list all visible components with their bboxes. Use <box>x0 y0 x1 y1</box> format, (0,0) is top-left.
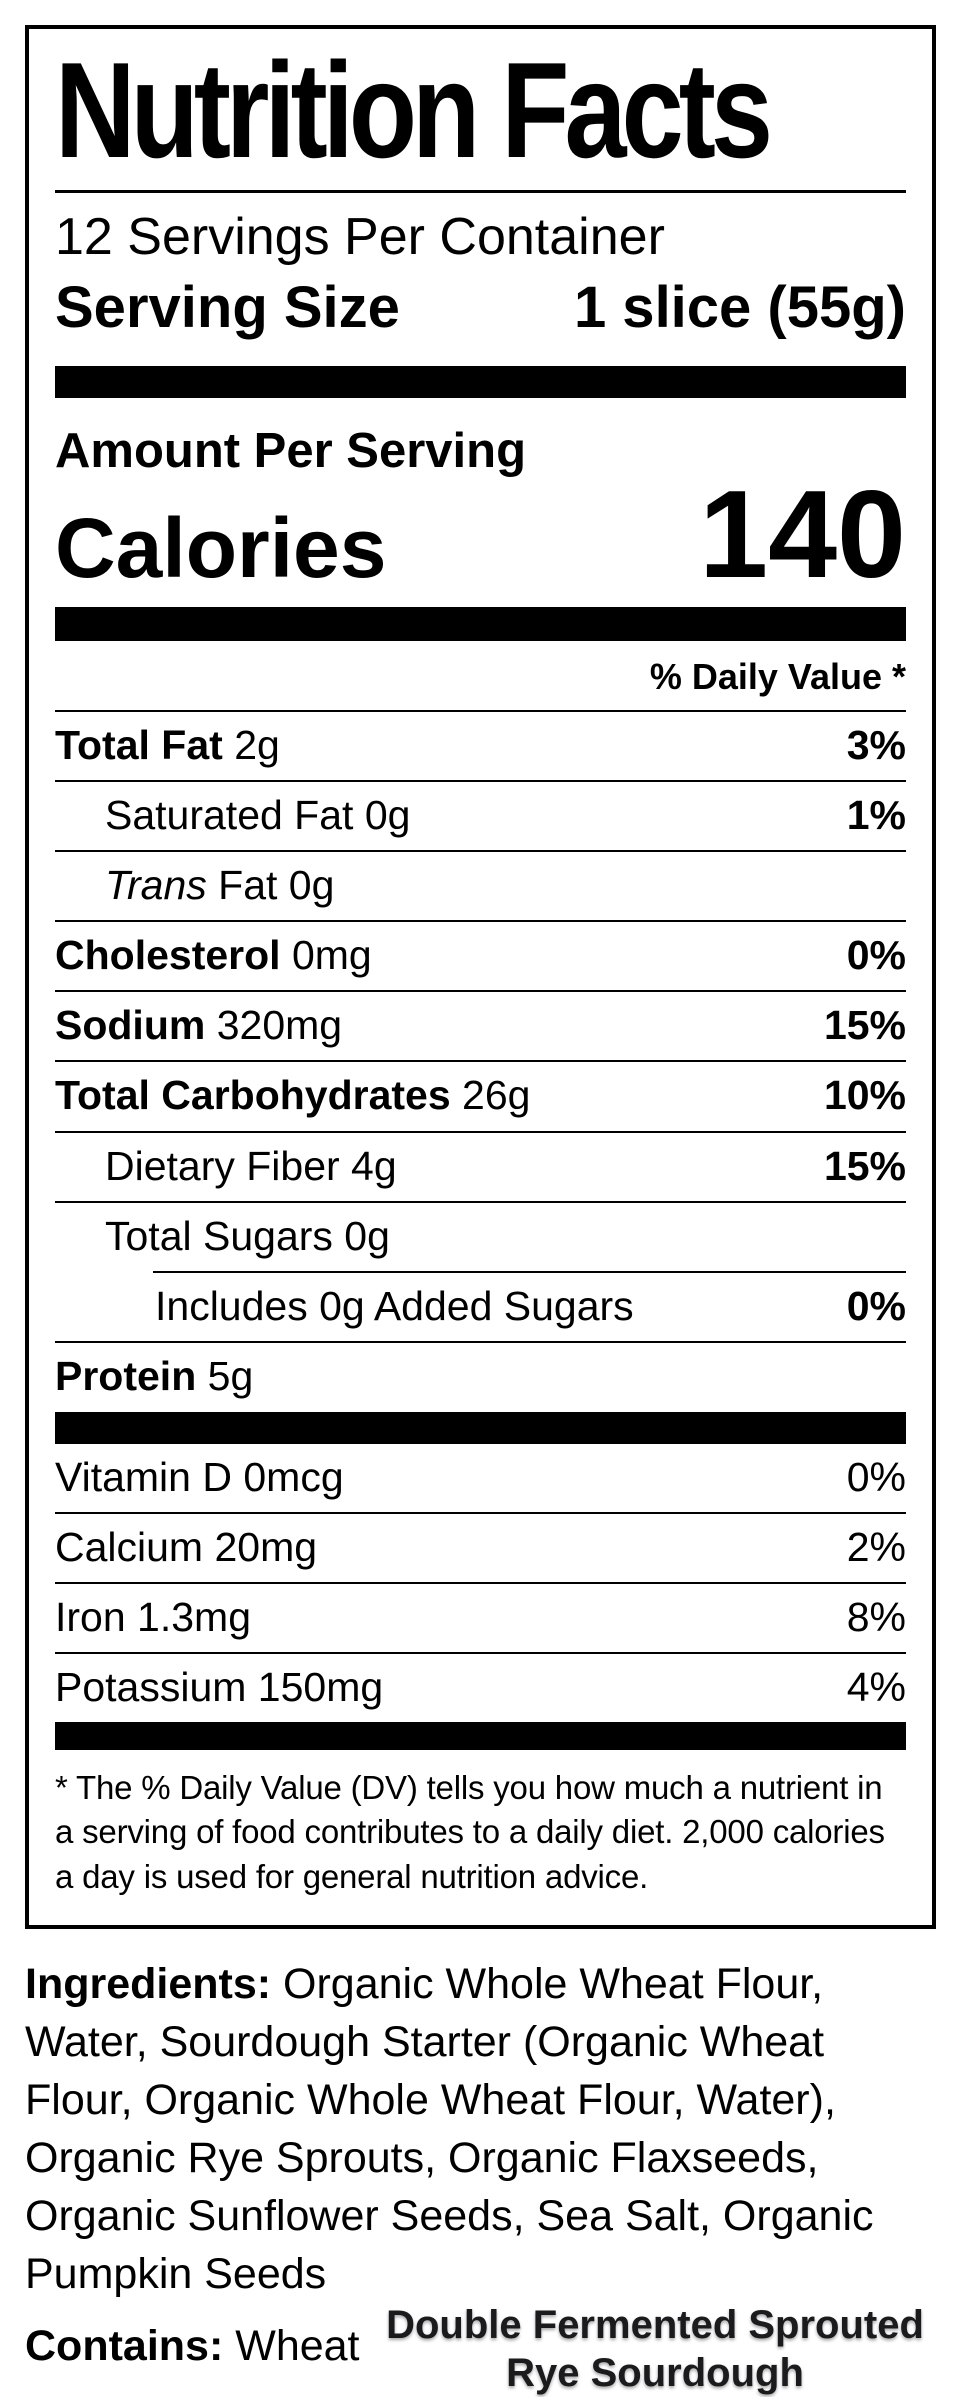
nutrient-name: Dietary Fiber 4g <box>105 1142 397 1189</box>
micronutrient-dv: 0% <box>846 1453 906 1500</box>
nutrient-row-total-fat <box>55 710 906 780</box>
nutrient-name: Saturated Fat 0g <box>105 791 411 838</box>
nutrient-row-sodium <box>55 990 906 1060</box>
nutrient-name: Trans Fat 0g <box>105 862 335 908</box>
panel-title: Nutrition Facts <box>55 34 769 186</box>
product-name <box>375 2301 935 2397</box>
nutrient-row-total-sugars <box>55 1201 906 1271</box>
micronutrient-row-vitamin-d <box>55 1444 906 1512</box>
serving-size-label: Serving Size <box>55 274 400 340</box>
nutrient-name: Cholesterol 0mg <box>55 932 372 979</box>
micronutrient-dv: 4% <box>846 1664 906 1711</box>
micronutrient-name: Calcium 20mg <box>55 1523 318 1570</box>
servings-per-container: 12 Servings Per Container <box>55 207 665 266</box>
micronutrient-dv: 2% <box>846 1523 906 1570</box>
calories-label: Calories <box>55 500 387 595</box>
nutrient-name: Total Carbohydrates 26g <box>55 1072 531 1119</box>
micronutrient-row-calcium <box>55 1512 906 1582</box>
calories-row <box>55 466 906 605</box>
daily-value-footnote: * The % Daily Value (DV) tells you how much a nutrient in a serving of food contributes to a daily diet. 2,000 calories a day is used for general nutrition advice. <box>55 1769 885 1895</box>
nutrient-row-saturated-fat <box>55 780 906 850</box>
product-name-line1: Double Fermented Sprouted <box>386 2303 924 2348</box>
ingredients-label: Ingredients: <box>25 1959 272 2008</box>
nutrient-dv: 1% <box>846 791 906 838</box>
section-bar-top <box>55 366 906 398</box>
nutrient-name: Total Sugars 0g <box>105 1212 390 1259</box>
contains-allergen: Wheat <box>223 2322 360 2371</box>
contains-label: Contains: <box>25 2322 224 2371</box>
nutrition-label-page <box>0 25 960 2396</box>
ingredients-text <box>25 1955 935 2303</box>
micronutrient-name: Iron 1.3mg <box>55 1593 251 1640</box>
nutrient-row-cholesterol <box>55 920 906 990</box>
micronutrient-row-potassium <box>55 1652 906 1722</box>
bottom-area <box>25 2303 935 2396</box>
micronutrient-name: Vitamin D 0mcg <box>55 1453 344 1500</box>
nutrient-dv: 15% <box>823 1002 906 1049</box>
nutrient-row-added-sugars <box>55 1273 906 1341</box>
calories-value: 140 <box>699 466 906 605</box>
nutrient-dv: 15% <box>823 1142 906 1189</box>
ingredients-list: Organic Whole Wheat Flour, Water, Sourdough Starter (Organic Wheat Flour, Organic Whole Wheat Flour, Water), Organic Rye Sprouts, Organic Flaxseeds, Organic Sunflower Seeds, Sea Salt, Organic Pumpkin Seeds <box>25 1959 886 2299</box>
serving-size-row <box>55 272 906 345</box>
daily-value-header: % Daily Value * <box>649 655 906 697</box>
nutrient-dv: 0% <box>846 932 906 979</box>
nutrient-dv: 3% <box>846 721 906 768</box>
nutrient-dv: 0% <box>846 1283 906 1330</box>
product-name-line2: Rye Sourdough <box>506 2351 804 2396</box>
nutrient-row-trans-fat <box>55 850 906 920</box>
nutrient-dv: 10% <box>823 1072 906 1119</box>
micronutrient-name: Potassium 150mg <box>55 1664 384 1711</box>
micronutrient-dv: 8% <box>846 1593 906 1640</box>
section-bar-micronutrients <box>55 1412 906 1444</box>
amount-per-serving-label: Amount Per Serving <box>55 424 527 479</box>
nutrient-name: Protein 5g <box>55 1353 254 1400</box>
nutrient-name: Includes 0g Added Sugars <box>155 1283 634 1330</box>
title-divider <box>55 190 906 193</box>
nutrient-row-dietary-fiber <box>55 1131 906 1201</box>
nutrient-row-protein <box>55 1341 906 1411</box>
nutrient-row-total-carbohydrates <box>55 1060 906 1130</box>
serving-size-value: 1 slice (55g) <box>573 274 906 340</box>
nutrition-facts-panel <box>25 25 936 1929</box>
nutrient-name: Total Fat 2g <box>55 721 280 768</box>
micronutrient-row-iron <box>55 1582 906 1652</box>
section-bar-footnote <box>55 1722 906 1750</box>
section-bar-calories <box>55 607 906 641</box>
nutrient-name: Sodium 320mg <box>55 1002 343 1049</box>
